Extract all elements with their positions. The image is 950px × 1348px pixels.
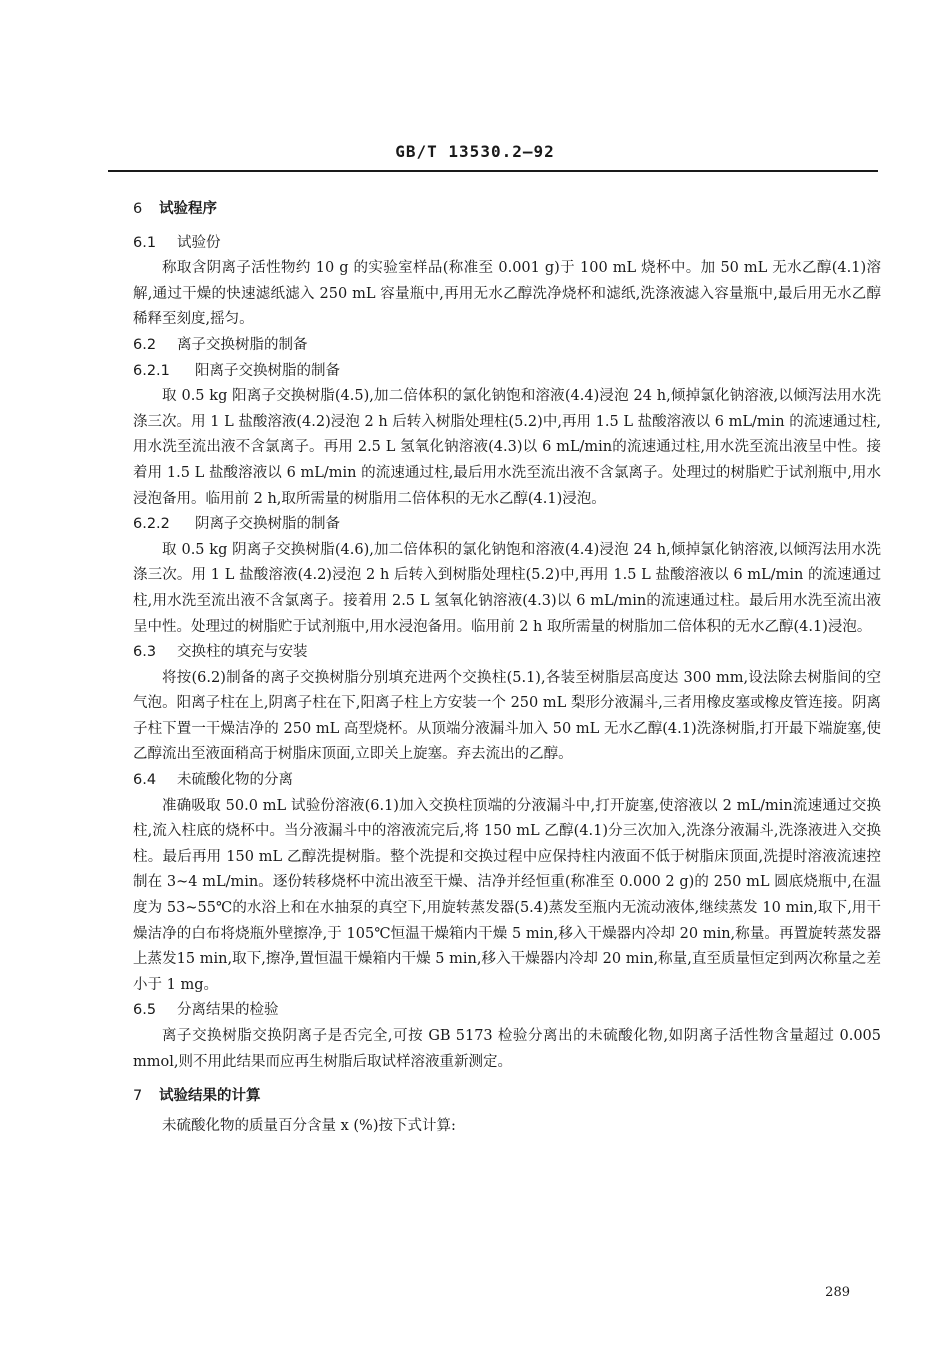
section-title: 分离结果的检验: [177, 1002, 279, 1019]
section-title: 未硫酸化物的分离: [177, 772, 293, 789]
section-6-2-2-heading: [133, 512, 881, 538]
document-body: [133, 196, 881, 1139]
section-6-4-heading: [133, 768, 881, 794]
section-6-2-1-heading: [133, 359, 881, 385]
page-number: 289: [825, 1285, 850, 1300]
section-6-1-text: 称取含阴离子活性物约 10 g 的实验室样品(称准至 0.001 g)于 100 mL 烧杯中。加 50 mL 无水乙醇(4.1)溶解,通过干燥的快速滤纸滤入 250 mL 容量瓶中,再用无水乙醇洗净烧杯和滤纸,洗涤液滤入容量瓶中,最后用无水乙醇稀释至刻度,摇匀。: [133, 260, 881, 328]
section-number: 6.2.1: [133, 362, 170, 379]
section-number: 6.4: [133, 772, 157, 789]
standard-code-header: GB/T 13530.2—92: [395, 142, 555, 161]
section-6-5-heading: [133, 998, 881, 1024]
section-6-3-heading: [133, 640, 881, 666]
section-title: 试验程序: [159, 200, 217, 217]
section-6-2-1-text: 取 0.5 kg 阳离子交换树脂(4.5),加二倍体积的氯化钠饱和溶液(4.4)浸泡 24 h,倾掉氯化钠溶液,以倾泻法用水洗涤三次。用 1 L 盐酸溶液(4.2)浸泡 2 h 后转入树脂处理柱(5.2)中,再用 1.5 L 盐酸溶液以 6 mL/min 的流速通过柱,用水洗至流出液不含氯离子。再用 2.5 L 氢氧化钠溶液(4.3)以 6 mL/min的流速通过柱,用水洗至流出液呈中性。接着用 1.5 L 盐酸溶液以 6 mL/min 的流速通过柱,最后用水洗至流出液不含氯离子。处理过的树脂贮于试剂瓶中,用水浸泡备用。临用前 2 h,取所需量的树脂用二倍体积的无水乙醇(4.1)浸泡。: [133, 388, 881, 507]
section-number: 7: [133, 1088, 143, 1105]
section-number: 6.2: [133, 336, 157, 353]
section-title: 阳离子交换树脂的制备: [195, 362, 340, 379]
section-6-3-text: 将按(6.2)制备的离子交换树脂分别填充进两个交换柱(5.1),各装至树脂层高度达 300 mm,设法除去树脂间的空气泡。阳离子柱在上,阴离子柱在下,阳离子柱上方安装一个 250 mL 梨形分液漏斗,三者用橡皮塞或橡皮管连接。阴离子柱下置一干燥洁净的 250 mL 高型烧杯。从顶端分液漏斗加入 50 mL 无水乙醇(4.1)洗涤树脂,打开最下端旋塞,使乙醇流出至液面稍高于树脂床顶面,立即关上旋塞。弃去流出的乙醇。: [133, 669, 881, 763]
section-6-2-heading: [133, 333, 881, 359]
section-title: 交换柱的填充与安装: [177, 644, 308, 661]
section-number: 6: [133, 201, 143, 217]
section-6-1-heading: [133, 231, 881, 257]
section-title: 试验份: [177, 234, 221, 251]
section-number: 6.1: [133, 234, 157, 251]
section-7-heading: [133, 1083, 881, 1110]
section-number: 6.3: [133, 644, 157, 661]
section-title: 试验结果的计算: [159, 1087, 261, 1105]
header-rule: [108, 170, 878, 172]
section-title: 离子交换树脂的制备: [177, 336, 308, 353]
section-6-2-2-text: 取 0.5 kg 阴离子交换树脂(4.6),加二倍体积的氯化钠饱和溶液(4.4)浸泡 24 h,倾掉氯化钠溶液,以倾泻法用水洗涤三次。用 1 L 盐酸溶液(4.2)浸泡 2 h 后转入到树脂处理柱(5.2)中,再用 1.5 L 盐酸溶液以 6 mL/min 的流速通过柱,用水洗至流出液不含氯离子。接着用 2.5 L 氢氧化钠溶液(4.3)以 6 mL/min的流速通过柱。最后用水洗至流出液呈中性。处理过的树脂贮于试剂瓶中,用水浸泡备用。临用前 2 h 取所需量的树脂加二倍体积的无水乙醇(4.1)浸泡。: [133, 541, 881, 635]
section-6-heading: [133, 196, 881, 223]
section-number: 6.2.2: [133, 516, 170, 533]
section-6-5-text: 离子交换树脂交换阴离子是否完全,可按 GB 5173 检验分离出的未硫酸化物,如阴离子活性物含量超过 0.005 mmol,则不用此结果而应再生树脂后取试样溶液重新测定。: [133, 1028, 881, 1070]
section-6-4-text: 准确吸取 50.0 mL 试验份溶液(6.1)加入交换柱顶端的分液漏斗中,打开旋塞,使溶液以 2 mL/min流速通过交换柱,流入柱底的烧杯中。当分液漏斗中的溶液流完后,将 150 mL 乙醇(4.1)分三次加入,洗涤分液漏斗,洗涤液进入交换柱。最后再用 150 mL 乙醇洗提树脂。整个洗提和交换过程中应保持柱内液面不低于树脂床顶面,洗提时溶液流速控制在 3~4 mL/min。逐份转移烧杯中流出液至干燥、洁净并经恒重(称准至 0.000 2 g)的 250 mL 圆底烧瓶中,在温度为 53~55℃的水浴上和在水抽泵的真空下,用旋转蒸发器(5.4)蒸发至瓶内无流动液体,继续蒸发 10 min,取下,用干燥洁净的白布将烧瓶外壁擦净,于 105℃恒温干燥箱内干燥 5 min,移入干燥器内冷却 20 min,称量。再置旋转蒸发器上蒸发15 min,取下,擦净,置恒温干燥箱内干燥 5 min,移入干燥器内冷却 20 min,称量,直至质量恒定到两次称量之差小于 1 mg。: [133, 797, 881, 993]
section-number: 6.5: [133, 1002, 157, 1019]
section-title: 阴离子交换树脂的制备: [195, 516, 340, 533]
section-7-text: 未硫酸化物的质量百分含量 x (%)按下式计算:: [162, 1117, 456, 1134]
